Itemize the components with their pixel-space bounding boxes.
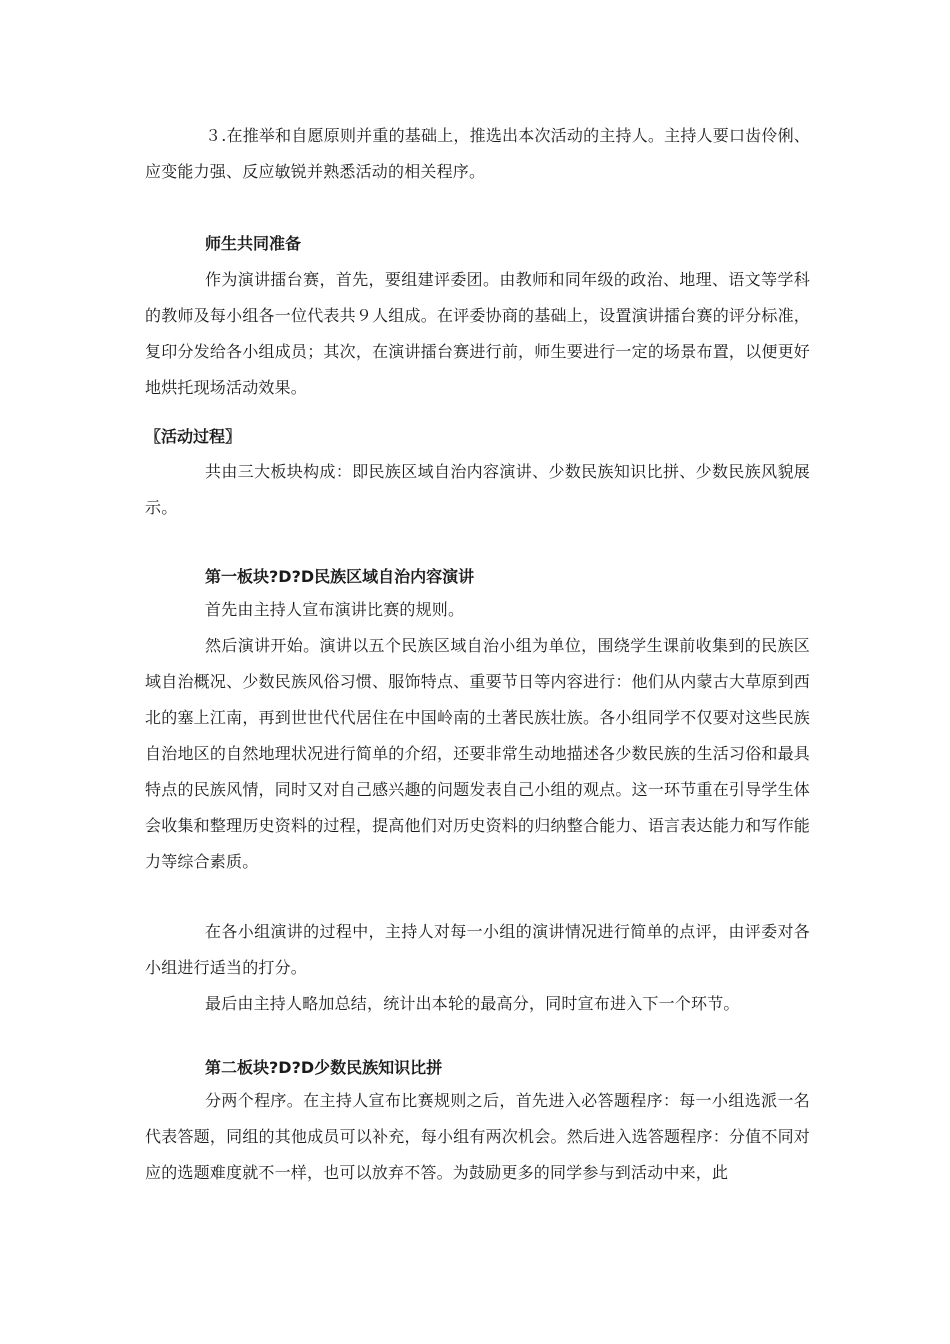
heading-joint-preparation: 师生共同准备 — [205, 234, 302, 253]
paragraph-three-sections: 共由三大板块构成：即民族区域自治内容演讲、少数民族知识比拼、少数民族风貌展示。 — [145, 462, 810, 517]
paragraph-quiz-procedure: 分两个程序。在主持人宣布比赛规则之后，首先进入必答题程序：每一小组选派一名代表答题，同组的其他成员可以补充，每小组有两次机会。然后进入选答题程序：分值不同对应的选题难度就不一样，也可以放弃不答。为鼓励更多的同学参与到活动中来，此 — [145, 1091, 810, 1182]
heading-section-one: 第一板块?D?D民族区域自治内容演讲 — [205, 567, 475, 586]
heading-section-two: 第二板块?D?D少数民族知识比拼 — [205, 1058, 443, 1077]
paragraph-host-selection: ３.在推举和自愿原则并重的基础上，推选出本次活动的主持人。主持人要口齿伶俐、应变能力强、反应敏锐并熟悉活动的相关程序。 — [145, 126, 810, 181]
paragraph-host-comments: 在各小组演讲的过程中，主持人对每一小组的演讲情况进行简单的点评，由评委对各小组进行适当的打分。 — [145, 922, 810, 977]
section-activity-process: 〖活动过程〗 — [145, 427, 242, 446]
paragraph-judging-panel: 作为演讲擂台赛，首先，要组建评委团。由教师和同年级的政治、地理、语文等学科的教师及每小组各一位代表共９人组成。在评委协商的基础上，设置演讲擂台赛的评分标准，复印分发给各小组成员；其次，在演讲擂台赛进行前，师生要进行一定的场景布置，以便更好地烘托现场活动效果。 — [145, 270, 810, 397]
paragraph-announce-rules: 首先由主持人宣布演讲比赛的规则。 — [205, 600, 465, 619]
paragraph-summary: 最后由主持人略加总结，统计出本轮的最高分，同时宣布进入下一个环节。 — [205, 994, 740, 1013]
paragraph-speech-content: 然后演讲开始。演讲以五个民族区域自治小组为单位，围绕学生课前收集到的民族区域自治概况、少数民族风俗习惯、服饰特点、重要节日等内容进行：他们从内蒙古大草原到西北的塞上江南，再到世世代代居住在中国岭南的土著民族壮族。各小组同学不仅要对这些民族自治地区的自然地理状况进行简单的介绍，还要非常生动地描述各少数民族的生活习俗和最具特点的民族风情，同时又对自己感兴趣的问题发表自己小组的观点。这一环节重在引导学生体会收集和整理历史资料的过程，提高他们对历史资料的归纳整合能力、语言表达能力和写作能力等综合素质。 — [145, 636, 810, 871]
